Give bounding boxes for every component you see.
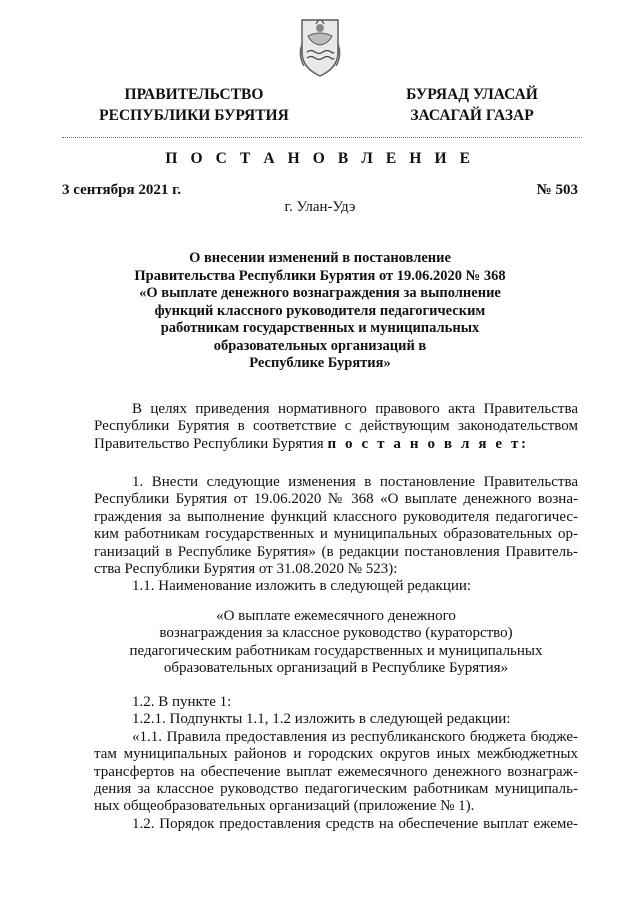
preamble-paragraph: [94, 401, 578, 453]
header-left-line1: ПРАВИТЕЛЬСТВО: [124, 86, 264, 103]
document-date: 3 сентября 2021 г.: [62, 182, 182, 198]
document-city: г. Улан-Удэ: [284, 199, 356, 215]
new-name-line: «О выплате ежемесячного денежного: [216, 608, 456, 624]
new-name-line: вознаграждения за классное руководство (кураторство): [159, 625, 513, 642]
buryatia-coat-of-arms-icon: [298, 14, 342, 78]
paragraph-1-line: Республики Бурятия от 19.06.2020 № 368 «О выплате денежного возна-: [94, 491, 578, 508]
paragraph-1-line: ганизаций в Республике Бурятия» (в редакции постановления Правитель-: [94, 543, 578, 560]
sub-1-1-line: ных общеобразовательных организаций (приложение № 1).: [94, 798, 475, 815]
preamble-line: Республики Бурятия в соответствие с действующим законодательством: [94, 418, 578, 435]
document-type: П О С Т А Н О В Л Е Н И Е: [165, 150, 475, 167]
government-name-russian: [96, 84, 292, 126]
title-line: образовательных организаций в: [213, 337, 427, 354]
header-right-line1: БУРЯАД УЛАСАЙ: [406, 86, 538, 103]
sub-1-2-line: 1.2. Порядок предоставления средств на обеспечение выплат ежеме-: [132, 815, 578, 832]
title-line: Республике Бурятия»: [249, 355, 391, 371]
preamble-line: В целях приведения нормативного правового акта Правительства: [132, 401, 578, 417]
header-right-line2: ЗАСАГАЙ ГАЗАР: [410, 107, 534, 124]
header-divider: [62, 137, 582, 138]
document-number: № 503: [536, 182, 578, 198]
paragraph-1-line: граждения за выполнение функций классного руководителя педагогичес-: [94, 508, 578, 525]
title-line: Правительства Республики Бурятия от 19.06.2020 № 368: [134, 267, 506, 284]
sub-1-1-line: там муниципальных районов и городских округов иных межбюджетных: [94, 746, 578, 763]
document-title: [96, 250, 544, 373]
sub-1-1-line: трансфертов на обеспечение выплат ежемесячного денежного вознаграж-: [94, 763, 578, 780]
title-line: работникам государственных и муниципальных: [160, 320, 480, 336]
title-line: «О выплате денежного вознаграждения за выполнение: [139, 285, 501, 301]
paragraph-1-line: 1. Внести следующие изменения в постановление Правительства: [132, 474, 578, 490]
title-line: функций классного руководителя педагогическим: [154, 302, 486, 319]
government-name-buryat: [384, 84, 560, 126]
title-line: О внесении изменений в постановление: [189, 250, 451, 266]
preamble-line3-prefix: Правительство Республики Бурятия: [94, 435, 328, 452]
new-name-block: [94, 608, 578, 678]
paragraph-1-line: ким работникам государственных и муниципальных образовательных ор-: [94, 526, 578, 543]
paragraph-1: [94, 474, 578, 596]
resolves-keyword: п о с т а н о в л я е т:: [327, 435, 529, 452]
new-name-line: педагогическим работникам государственных и муниципальных: [129, 642, 543, 659]
sub-1-1-line: дения за классное руководство педагогическим работникам муниципаль-: [94, 781, 578, 798]
item-1-2: 1.2. В пункте 1:: [132, 694, 232, 710]
item-1-1: 1.1. Наименование изложить в следующей редакции:: [132, 578, 472, 595]
paragraph-1-line: ства Республики Бурятия от 31.08.2020 № 523):: [94, 561, 398, 578]
new-name-line: образовательных организаций в Республике Бурятия»: [163, 660, 509, 677]
amendments-section: [94, 694, 578, 833]
sub-1-1-line: «1.1. Правила предоставления из республиканского бюджета бюдже-: [132, 728, 578, 745]
header-left-line2: РЕСПУБЛИКИ БУРЯТИЯ: [99, 107, 289, 124]
item-1-2-1: 1.2.1. Подпункты 1.1, 1.2 изложить в следующей редакции:: [132, 711, 511, 728]
preamble-line: [94, 436, 578, 453]
